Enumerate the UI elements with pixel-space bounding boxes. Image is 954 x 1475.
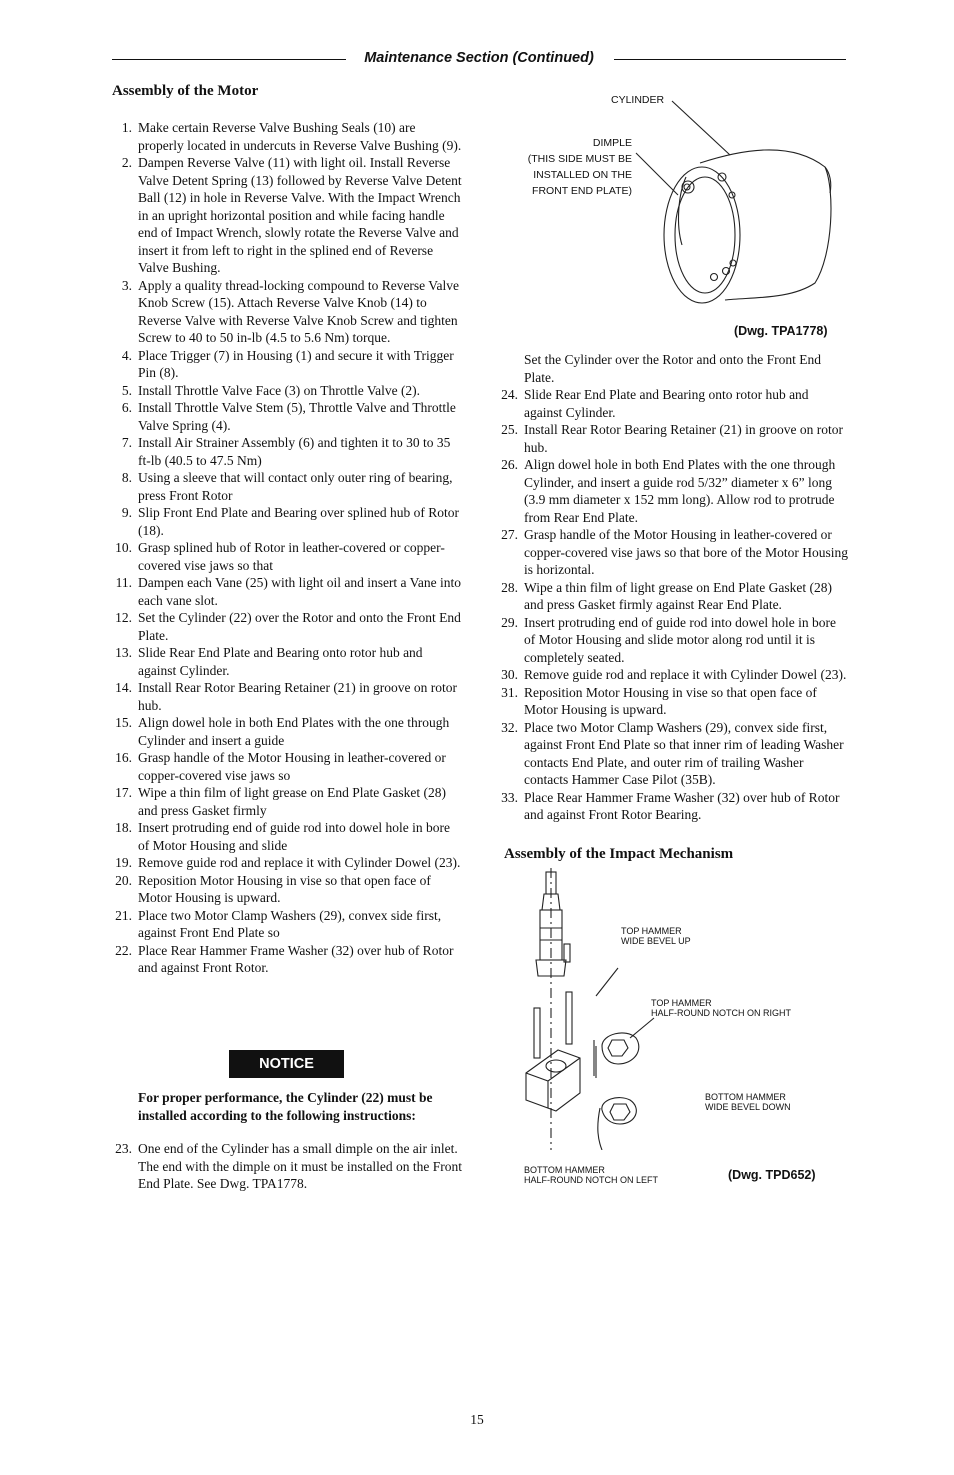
list-item: [112, 679, 464, 714]
step-number: 27.: [501, 527, 518, 542]
list-item: [112, 609, 464, 644]
step-text: Wipe a thin film of light grease on End Plate Gasket (28) and press Gasket firmly: [138, 785, 447, 818]
list-item: [112, 469, 464, 504]
list-item: [112, 504, 464, 539]
section-header: [112, 50, 846, 70]
motor-steps-list-left: [112, 119, 464, 977]
list-item: [112, 749, 464, 784]
caption-tpd652: (Dwg. TPD652): [728, 1168, 816, 1182]
label-dimple-line: DIMPLE: [592, 137, 632, 149]
step-text: Slip Front End Plate and Bearing over splined hub of Rotor (18).: [138, 505, 459, 538]
step-number: 32.: [501, 719, 518, 735]
header-title: Maintenance Section (Continued): [364, 50, 594, 66]
step-number: 31.: [501, 684, 518, 700]
step-text: Install Throttle Valve Stem (5), Throttle Valve and Throttle Valve Spring (4).: [138, 400, 456, 433]
step-text: Grasp handle of the Motor Housing in leather-covered or copper-covered vise jaws so: [138, 750, 446, 783]
step-number: 17.: [115, 785, 132, 800]
label-bottom-hammer-notch: [524, 1165, 658, 1185]
label-bottom-hammer-bevel: [705, 1092, 791, 1112]
list-item: [498, 456, 850, 526]
step-text: Slide Rear End Plate and Bearing onto rotor hub and against Cylinder.: [524, 387, 809, 420]
step-text: Using a sleeve that will contact only outer ring of bearing, press Front Rotor: [138, 470, 453, 503]
list-item: [112, 942, 464, 977]
step-number: 21.: [115, 907, 132, 923]
step-number: 24.: [501, 387, 518, 402]
label-line: HALF-ROUND NOTCH ON LEFT: [524, 1175, 659, 1185]
step-number: 12.: [115, 610, 132, 625]
list-item: [498, 421, 850, 456]
page-number: 15: [470, 1412, 484, 1427]
list-item: [112, 154, 464, 277]
step-number: 5.: [121, 382, 132, 398]
step-text: Dampen each Vane (25) with light oil and insert a Vane into each vane slot.: [138, 575, 462, 608]
step-text: Install Rear Rotor Bearing Retainer (21) in groove on rotor hub.: [138, 680, 458, 713]
step-number: 16.: [115, 750, 132, 765]
step-text: Remove guide rod and replace it with Cylinder Dowel (23).: [524, 667, 847, 682]
list-item: [112, 784, 464, 819]
step-text: Place two Motor Clamp Washers (29), convex side first, against Front End Plate so that inner rim of leading Washer contacts End Plate, and outer rim of trailing Washer contacts Hammer Case Pilot (35B).: [524, 719, 844, 787]
step-text: Place Rear Hammer Frame Washer (32) over hub of Rotor and against Front Rotor.: [138, 942, 454, 975]
notice-badge: NOTICE: [229, 1050, 344, 1078]
label-dimple-line: (THIS SIDE MUST BE: [527, 153, 632, 165]
step-number: 9.: [121, 505, 132, 520]
motor-steps-list-right: [498, 386, 850, 824]
step-number: 7.: [121, 435, 132, 450]
step-number: 28.: [501, 579, 518, 595]
list-item: [112, 347, 464, 382]
step-text: Place two Motor Clamp Washers (29), convex side first, against Front End Plate so: [138, 907, 442, 940]
step-text: Install Rear Rotor Bearing Retainer (21) in groove on rotor hub.: [524, 422, 844, 455]
step-number: 19.: [115, 855, 132, 870]
list-item: [112, 819, 464, 854]
step-text: Align dowel hole in both End Plates with the one through Cylinder and insert a guide: [138, 715, 450, 748]
label-line: WIDE BEVEL UP: [621, 936, 691, 946]
step-number: 4.: [121, 347, 132, 363]
step-number: 13.: [115, 645, 132, 660]
motor-section-title: Assembly of the Motor: [112, 83, 259, 99]
header-rule-left: [112, 59, 346, 60]
step-number: 10.: [115, 540, 132, 555]
step-number: 20.: [115, 872, 132, 888]
list-item: [498, 579, 850, 614]
step-text: Reposition Motor Housing in vise so that open face of Motor Housing is upward.: [138, 872, 431, 905]
caption-tpa1778: (Dwg. TPA1778): [734, 324, 828, 338]
label-line: TOP HAMMER: [651, 998, 712, 1008]
step-text: Grasp splined hub of Rotor in leather-covered or copper-covered vise jaws so that: [138, 540, 445, 573]
step-number: 25.: [501, 422, 518, 437]
step-text: Place Rear Hammer Frame Washer (32) over hub of Rotor and against Front Rotor Bearing.: [524, 789, 840, 822]
list-item: [498, 614, 850, 667]
step-text: Insert protruding end of guide rod into dowel hole in bore of Motor Housing and slide motor along rod until it is completely seated.: [524, 614, 836, 665]
step-23-list: [112, 1140, 464, 1193]
label-top-hammer-bevel: [621, 926, 691, 946]
list-item: [112, 119, 464, 154]
step-number: 26.: [501, 457, 518, 472]
label-line: HALF-ROUND NOTCH ON RIGHT: [651, 1008, 791, 1018]
step-text: Install Air Strainer Assembly (6) and tighten it to 30 to 35 ft-lb (40.5 to 47.5 Nm): [138, 435, 451, 468]
step-23-continued: Set the Cylinder over the Rotor and onto the Front End Plate.: [524, 352, 821, 385]
step-text: Make certain Reverse Valve Bushing Seals (10) are properly located in undercuts in Reverse Valve Bushing (9).: [138, 120, 462, 153]
step-number: 30.: [501, 667, 518, 682]
step-text: Wipe a thin film of light grease on End Plate Gasket (28) and press Gasket firmly against Rear End Plate.: [524, 579, 833, 612]
list-item: [498, 684, 850, 719]
list-item: [498, 719, 850, 789]
list-item: [112, 644, 464, 679]
label-top-hammer-notch: [651, 998, 791, 1018]
step-text: Apply a quality thread-locking compound to Reverse Valve Knob Screw (15). Attach Reverse Valve Knob (14) to Reverse Valve with Reverse Valve Knob Screw and tighten Screw to 40 to 50 in-lb (4.5 to 5.6 Nm) torque.: [138, 277, 460, 345]
step-number: 3.: [121, 277, 132, 293]
list-item: [112, 399, 464, 434]
step-number: 18.: [115, 820, 132, 835]
impact-mechanism-drawing: [518, 868, 658, 1150]
label-line: TOP HAMMER: [621, 926, 682, 936]
list-item: [112, 539, 464, 574]
label-dimple: [512, 135, 632, 199]
notice-text: For proper performance, the Cylinder (22) must be installed according to the following instructions:: [138, 1090, 433, 1123]
label-dimple-line: FRONT END PLATE): [532, 185, 632, 197]
step-text: Reposition Motor Housing in vise so that open face of Motor Housing is upward.: [524, 684, 817, 717]
list-item: [112, 574, 464, 609]
step-text: Grasp handle of the Motor Housing in leather-covered or copper-covered vise jaws so that bore of the Motor Housing is horizontal.: [524, 527, 849, 577]
list-item: [112, 434, 464, 469]
label-line: WIDE BEVEL DOWN: [705, 1102, 791, 1112]
list-item: [498, 526, 850, 579]
list-item: [498, 789, 850, 824]
list-item: [112, 907, 464, 942]
step-number: 8.: [121, 470, 132, 485]
step-text: Remove guide rod and replace it with Cylinder Dowel (23).: [138, 855, 461, 870]
step-text: Install Throttle Valve Face (3) on Throttle Valve (2).: [138, 382, 421, 398]
cylinder-drawing: [630, 95, 840, 320]
label-line: BOTTOM HAMMER: [524, 1165, 605, 1175]
impact-section-title: Assembly of the Impact Mechanism: [504, 846, 734, 862]
step-number: 14.: [115, 680, 132, 695]
step-text: One end of the Cylinder has a small dimple on the air inlet. The end with the dimple on it must be installed on the Front End Plate. See Dwg. TPA1778.: [138, 1141, 462, 1191]
step-text: Slide Rear End Plate and Bearing onto rotor hub and against Cylinder.: [138, 645, 423, 678]
list-item: [112, 382, 464, 400]
step-text: Insert protruding end of guide rod into dowel hole in bore of Motor Housing and slide: [138, 820, 450, 853]
label-line: BOTTOM HAMMER: [705, 1092, 786, 1102]
list-item: [498, 666, 850, 684]
step-text: Align dowel hole in both End Plates with the one through Cylinder, and insert a guide rod 5/32” diameter x 6” long (3.9 mm diameter x 152 mm long). Allow rod to protrude from Rear End Plate.: [524, 457, 836, 525]
list-item: [112, 854, 464, 872]
step-number: 33.: [501, 789, 518, 805]
step-text: Set the Cylinder (22) over the Rotor and onto the Front End Plate.: [138, 610, 461, 643]
step-text: Place Trigger (7) in Housing (1) and secure it with Trigger Pin (8).: [138, 347, 454, 380]
label-cylinder: CYLINDER: [611, 94, 665, 106]
step-number: 29.: [501, 614, 518, 630]
step-number: 22.: [115, 942, 132, 958]
step-number: 23.: [115, 1141, 132, 1156]
step-number: 2.: [121, 155, 132, 170]
step-number: 6.: [121, 400, 132, 415]
label-dimple-line: INSTALLED ON THE: [533, 169, 632, 181]
step-number: 1.: [121, 120, 132, 135]
list-item: [498, 386, 850, 421]
list-item: [112, 714, 464, 749]
step-number: 15.: [115, 715, 132, 730]
list-item: [112, 277, 464, 347]
step-text: Dampen Reverse Valve (11) with light oil. Install Reverse Valve Detent Spring (13) followed by Reverse Valve Detent Ball (12) in hole in Reverse Valve. With the Impact Wrench in an upright horizontal position and while facing handle end of Impact Wrench, slowly rotate the Reverse Valve and insert it from left to right in the splined end of Reverse Valve Bushing.: [138, 155, 462, 275]
step-number: 11.: [115, 575, 132, 590]
list-item: [112, 1140, 464, 1193]
list-item: [112, 872, 464, 907]
header-rule-right: [614, 59, 846, 60]
